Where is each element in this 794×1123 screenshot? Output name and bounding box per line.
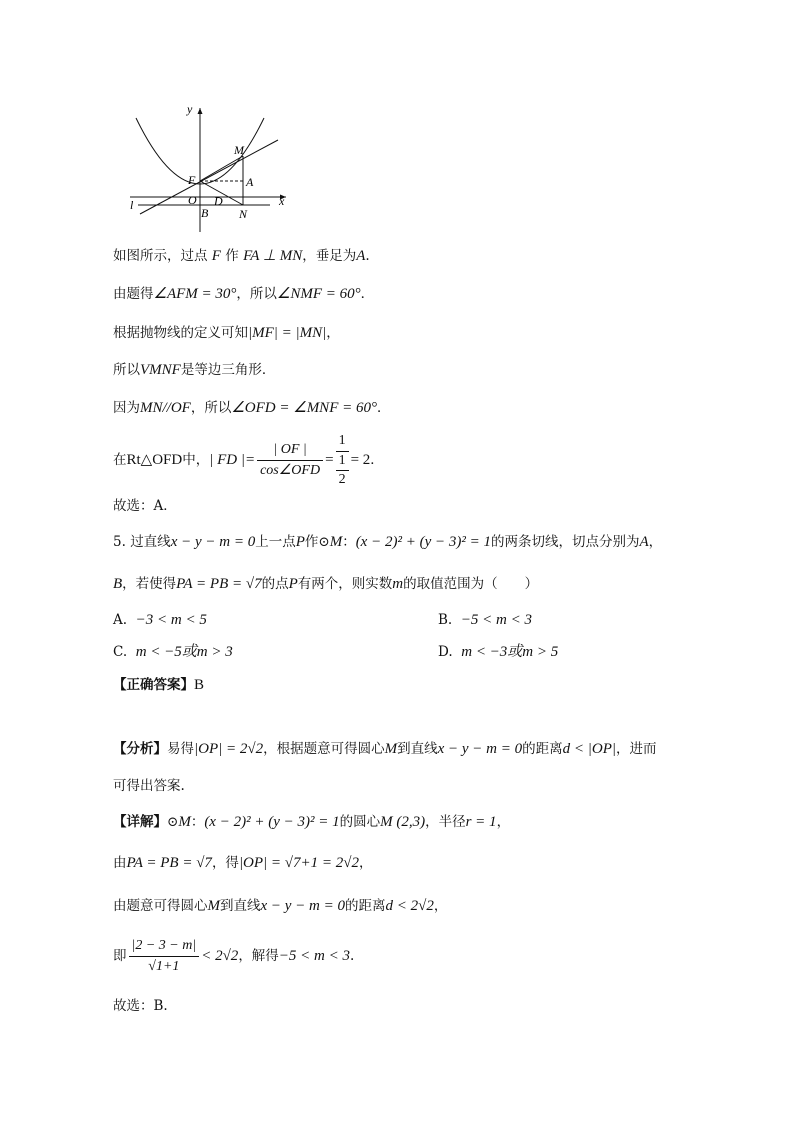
text: 的距离 xyxy=(345,898,386,914)
solution-line-4 xyxy=(113,360,275,380)
solution-line-5 xyxy=(113,398,390,418)
math: < 2√2 xyxy=(201,948,239,964)
detail-line-4 xyxy=(113,932,354,980)
option-label: D. xyxy=(438,644,453,660)
math: |OP| = √7+1 = 2√2 xyxy=(238,855,360,871)
text: 由题意可得圆心 xyxy=(113,898,208,914)
text: 的取值范围为（ ） xyxy=(403,576,539,592)
parabola-figure xyxy=(128,100,288,235)
text: 的点 xyxy=(261,576,289,592)
fraction xyxy=(129,936,200,977)
text: 作⊙ xyxy=(304,534,330,550)
segment-MF xyxy=(200,156,243,181)
math: M xyxy=(207,898,220,914)
text: ，所以 xyxy=(236,286,277,302)
math: (x − 2)² + (y − 3)² = 1 xyxy=(355,534,491,550)
denominator: √1+1 xyxy=(148,958,180,974)
detail-line-3 xyxy=(113,896,447,916)
denominator: cos∠OFD xyxy=(260,462,321,478)
label-F: F xyxy=(188,173,196,187)
option-d[interactable] xyxy=(438,642,558,662)
text: 的圆心 xyxy=(339,814,381,830)
analysis-label: 【分析】 xyxy=(113,741,167,757)
math: (x − 2)² + (y − 3)² = 1 xyxy=(204,814,340,830)
math: P xyxy=(295,534,305,550)
math: Rt△OFD xyxy=(126,452,183,468)
math: ∠OFD = ∠MNF = 60° xyxy=(231,400,377,416)
label-O: O xyxy=(188,193,197,207)
solution-line-6 xyxy=(113,432,384,488)
math: |MF| = |MN| xyxy=(248,325,327,341)
text: ，所以 xyxy=(190,400,232,416)
numerator: |2 − 3 − m| xyxy=(129,936,200,957)
text: ． xyxy=(360,286,375,302)
text: ： xyxy=(342,534,356,550)
text: 根据抛物线的定义可知 xyxy=(113,325,248,341)
text: 因为 xyxy=(113,400,140,416)
answer-label: 【正确答案】 xyxy=(113,677,194,693)
text: 到直线 xyxy=(220,898,261,914)
label-A: A xyxy=(246,175,254,189)
text: 即 xyxy=(113,948,127,964)
text: 有两个，则实数 xyxy=(297,576,393,592)
text: 作 xyxy=(220,248,244,264)
label-y: y xyxy=(187,102,193,116)
y-axis-arrow xyxy=(198,108,203,114)
math: ∠AFM = 30° xyxy=(153,286,237,302)
label-M: M xyxy=(234,143,244,157)
text: 的两条切线，切点分别为 xyxy=(490,534,640,550)
question-5-line-2 xyxy=(113,574,538,594)
math: = xyxy=(325,452,334,468)
inner-numerator: 1 xyxy=(336,452,349,471)
text: 易得 xyxy=(167,741,194,757)
math: d < |OP| xyxy=(562,741,616,757)
math: A xyxy=(356,248,366,264)
label-l: l xyxy=(130,198,134,212)
option-label: C. xyxy=(113,644,128,660)
text: 过直线 xyxy=(130,534,171,550)
text: ，根据题意可得圆心 xyxy=(263,741,385,757)
fraction-compound xyxy=(336,431,349,489)
text: 是等边三角形． xyxy=(180,362,276,378)
solution-conclusion: 故选：A． xyxy=(113,498,177,514)
numerator: 1 xyxy=(336,431,349,452)
denominator-fraction xyxy=(336,452,349,489)
analysis-line-1 xyxy=(113,739,657,759)
label-D: D xyxy=(214,194,223,208)
math: PA = PB = √7 xyxy=(126,855,212,871)
math: r = 1 xyxy=(465,814,497,830)
text: . xyxy=(365,248,370,264)
math: M xyxy=(329,534,343,550)
math: d < 2√2 xyxy=(385,898,434,914)
option-label: A. xyxy=(113,612,128,628)
question-5-line-1 xyxy=(113,532,662,552)
text: 由 xyxy=(113,855,127,871)
text: 在 xyxy=(113,452,127,468)
math: x − y − m = 0 xyxy=(437,741,523,757)
solution-line-1 xyxy=(113,246,370,266)
question-number: 5. xyxy=(113,534,126,550)
label-N: N xyxy=(239,207,248,221)
text: ，进而 xyxy=(616,741,657,757)
option-value: −3 < m < 5 xyxy=(135,612,207,628)
inner-denominator: 2 xyxy=(338,472,346,487)
math: x − y − m = 0 xyxy=(260,898,346,914)
correct-answer xyxy=(113,675,204,695)
solution-line-2 xyxy=(113,284,374,304)
math: M xyxy=(384,741,398,757)
numerator: | OF | xyxy=(257,440,323,461)
math: VMNF xyxy=(140,362,181,378)
text: ，解得 xyxy=(238,948,279,964)
text: . xyxy=(350,948,355,964)
option-c[interactable] xyxy=(113,642,233,662)
math: |OP| = 2√2 xyxy=(194,741,264,757)
fraction xyxy=(257,440,323,481)
option-a[interactable] xyxy=(113,610,207,630)
math: x − y − m = 0 xyxy=(170,534,256,550)
detail-line-1 xyxy=(113,812,510,832)
math: ∠NMF = 60° xyxy=(276,286,361,302)
math: MN//OF xyxy=(140,400,191,416)
text: 到直线 xyxy=(397,741,438,757)
solution-line-3 xyxy=(113,323,340,343)
text: 的距离 xyxy=(522,741,563,757)
text: ， xyxy=(359,855,373,871)
text: ，若使得 xyxy=(122,576,177,592)
math: | FD |= xyxy=(209,452,256,468)
label-x: x xyxy=(279,194,285,208)
answer-value: B xyxy=(194,677,205,693)
text: 中， xyxy=(182,452,210,468)
text: ， xyxy=(496,814,511,830)
line-FM xyxy=(140,140,278,214)
text: ，半径 xyxy=(425,814,466,830)
text: ： xyxy=(190,814,205,830)
analysis-line-2: 可得出答案. xyxy=(113,778,185,794)
detail-line-2 xyxy=(113,853,373,873)
math: M (2,3) xyxy=(380,814,426,830)
text: 由题得 xyxy=(113,286,154,302)
label-B: B xyxy=(201,206,209,220)
text: 如图所示，过点 xyxy=(113,248,212,264)
math: = 2 xyxy=(350,452,371,468)
option-value: m < −3或m > 5 xyxy=(461,644,559,660)
option-label: B. xyxy=(438,612,453,628)
text: ，垂足为 xyxy=(302,248,357,264)
text: ， xyxy=(326,325,340,341)
text: ， xyxy=(433,898,448,914)
math: FA ⊥ MN xyxy=(243,248,303,264)
text: ⊙ xyxy=(167,814,179,830)
detail-label: 【详解】 xyxy=(113,814,167,830)
option-b[interactable] xyxy=(438,610,532,630)
math: P xyxy=(288,576,298,592)
detail-conclusion: 故选：B. xyxy=(113,998,168,1014)
option-value: m < −5或m > 3 xyxy=(135,644,233,660)
math: B xyxy=(113,576,123,592)
text: 所以 xyxy=(113,362,140,378)
text: ． xyxy=(370,452,384,468)
math: F xyxy=(211,248,221,264)
math: A xyxy=(639,534,649,550)
text: 上一点 xyxy=(255,534,296,550)
math: m xyxy=(392,576,404,592)
option-value: −5 < m < 3 xyxy=(460,612,533,628)
text: ． xyxy=(376,400,391,416)
math: M xyxy=(178,814,191,830)
math: −5 < m < 3 xyxy=(278,948,351,964)
math: PA = PB = √7 xyxy=(176,576,262,592)
text: ，得 xyxy=(211,855,239,871)
text: ， xyxy=(648,534,663,550)
